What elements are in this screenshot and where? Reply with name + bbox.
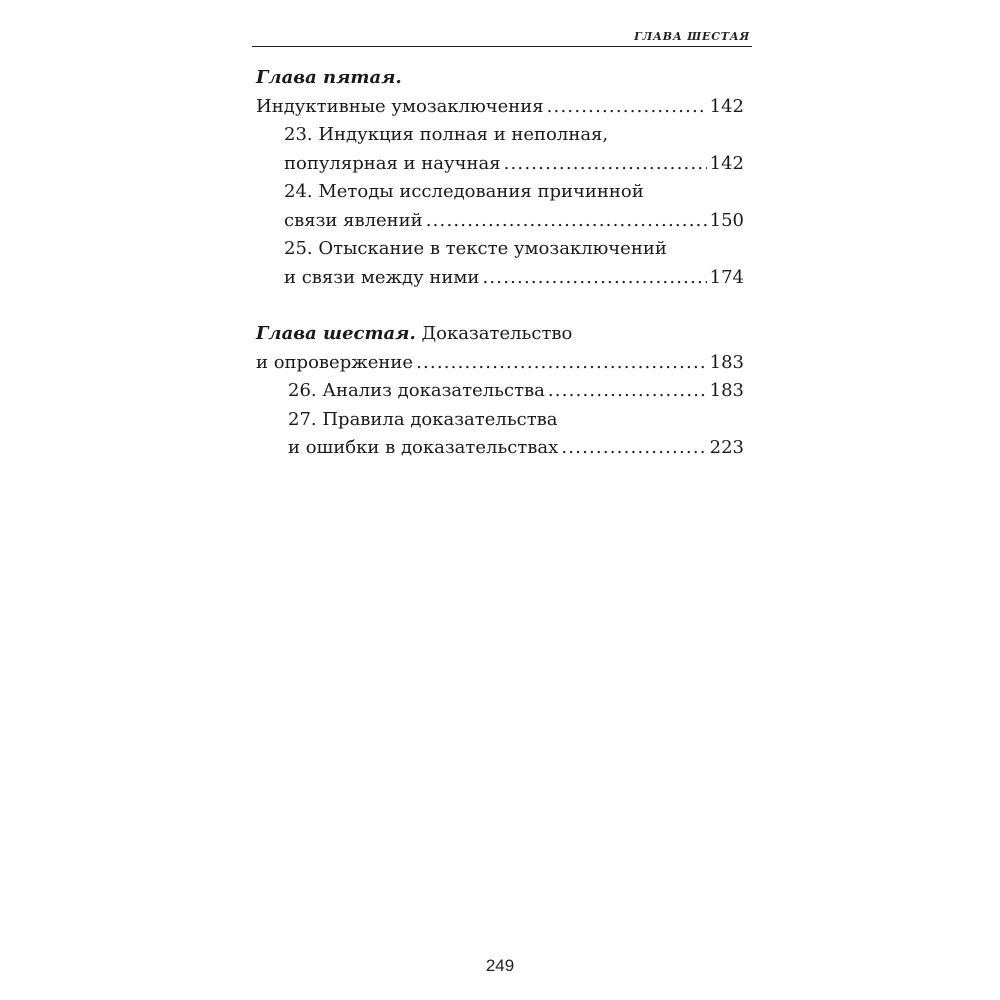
dot-leader — [426, 207, 707, 236]
chapter-title: Доказательство — [421, 323, 573, 344]
dot-leader — [504, 150, 707, 179]
page-number: 249 — [485, 956, 515, 975]
toc-entry[interactable] — [256, 207, 744, 236]
toc-entry[interactable] — [256, 377, 744, 406]
toc-entry[interactable] — [256, 264, 744, 293]
toc-entry-text: популярная и научная — [284, 152, 501, 174]
toc-page-number: 223 — [709, 437, 744, 458]
toc-page-number: 150 — [709, 209, 744, 231]
toc-entry-text[interactable]: 23. Индукция полная и неполная, — [284, 124, 609, 145]
toc-entry-text: и ошибки в доказательствах — [288, 437, 559, 458]
toc-entry-text[interactable]: 25. Отыскание в тексте умозаключений — [284, 238, 667, 259]
chapter-label: Глава шестая. — [256, 323, 416, 344]
dot-leader — [416, 349, 707, 378]
toc-entry-chapter-title[interactable] — [256, 349, 744, 378]
toc-entry-text: связи явлений — [284, 209, 423, 231]
toc-entry-text[interactable]: 27. Правила доказательства — [288, 408, 558, 430]
dot-leader — [561, 434, 706, 463]
running-head — [252, 20, 752, 47]
toc-entry-chapter-title[interactable] — [256, 93, 744, 122]
toc-page-number: 183 — [709, 380, 744, 401]
chapter-heading — [256, 64, 744, 93]
toc-page-number: 183 — [709, 351, 744, 373]
toc-entry-text: и опровержение — [256, 351, 414, 373]
dot-leader — [547, 93, 707, 122]
toc-entry-text: 26. Анализ доказательства — [288, 380, 545, 401]
table-of-contents — [256, 64, 744, 463]
toc-entry-text[interactable]: 24. Методы исследования причинной — [284, 181, 644, 202]
toc-page-number: 142 — [709, 152, 744, 174]
toc-page-number: 142 — [709, 95, 744, 117]
chapter-label: Глава пятая. — [256, 67, 402, 88]
toc-entry-text: и связи между ними — [284, 266, 480, 288]
section-gap — [256, 292, 744, 320]
dot-leader — [548, 377, 707, 406]
toc-page-number: 174 — [709, 266, 744, 288]
chapter-heading[interactable] — [256, 320, 744, 349]
toc-entry[interactable] — [256, 434, 744, 463]
toc-entry-text: Индуктивные умозаключения — [256, 95, 544, 117]
toc-entry[interactable] — [256, 150, 744, 179]
running-head-title: ГЛАВА ШЕСТАЯ — [634, 30, 750, 43]
dot-leader — [482, 264, 706, 293]
